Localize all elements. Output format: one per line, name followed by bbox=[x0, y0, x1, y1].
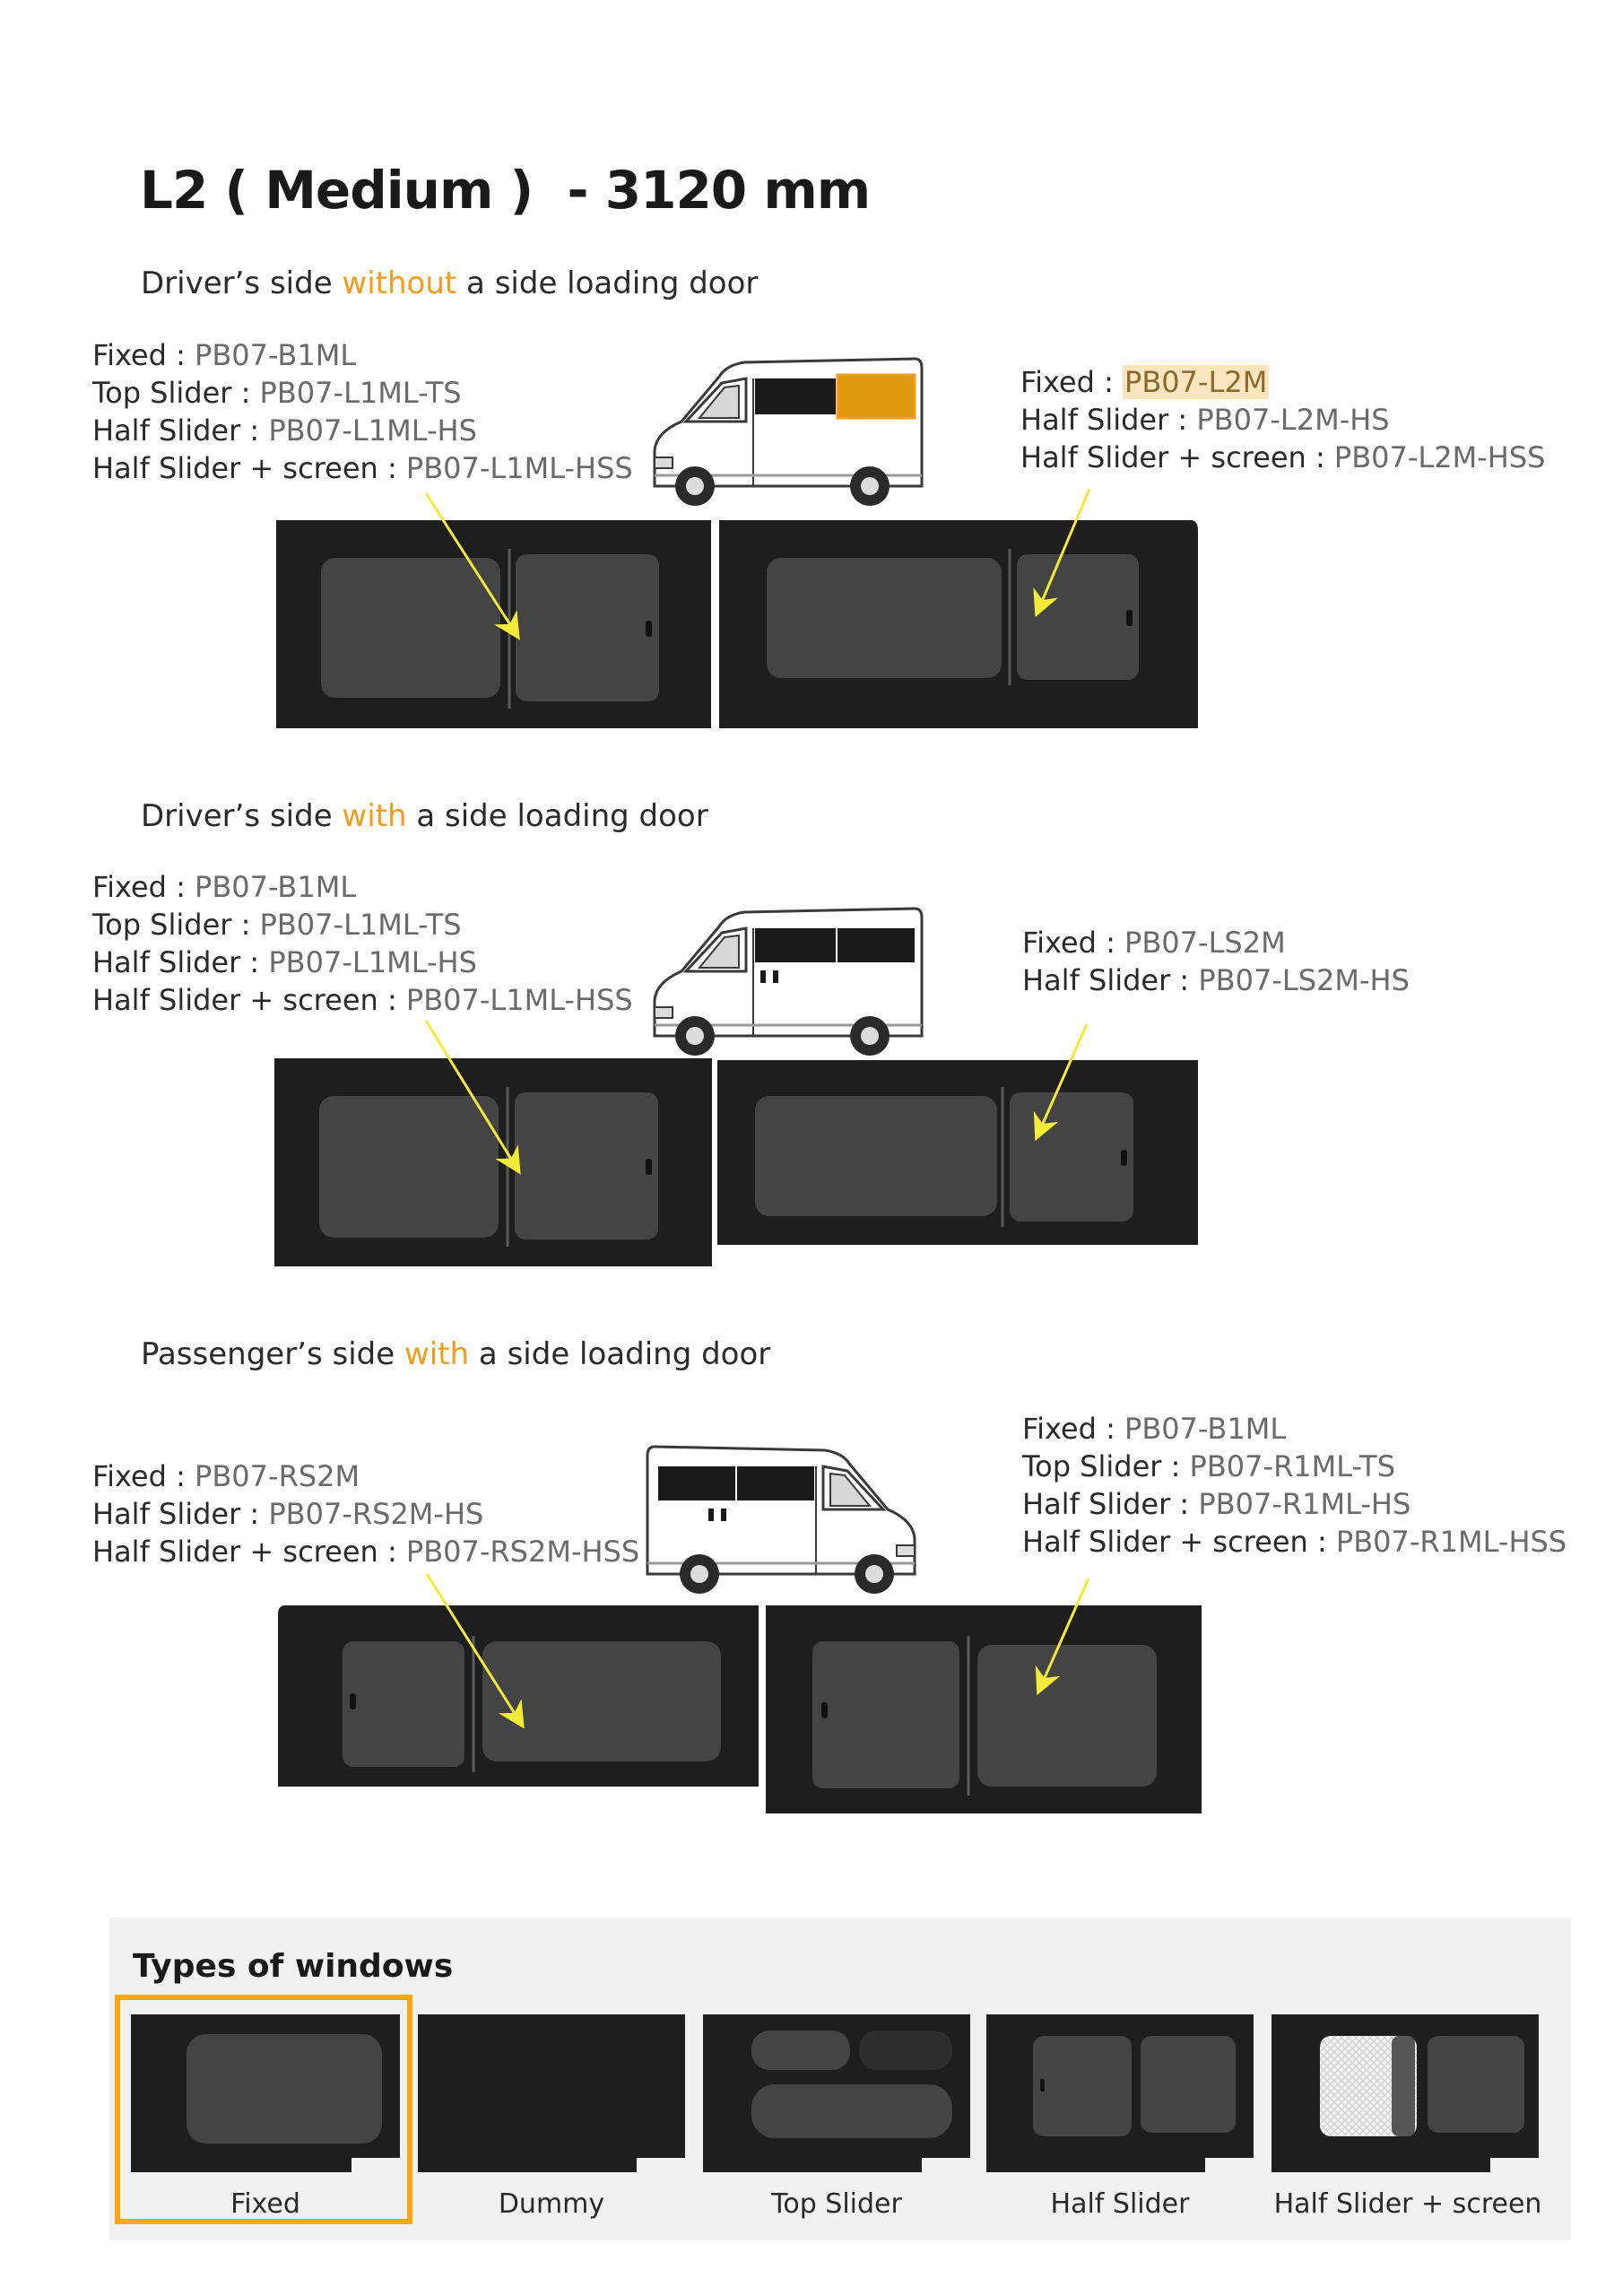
spec-label: Top Slider : bbox=[92, 376, 260, 410]
spec-code: PB07-R1ML-TS bbox=[1189, 1449, 1395, 1483]
heading-text: Passenger’s side bbox=[141, 1336, 404, 1372]
legend-label-half-slider-screen: Half Slider + screen bbox=[1273, 2188, 1542, 2220]
page-title: L2 ( Medium ) - 3120 mm bbox=[140, 160, 871, 221]
spec-code: PB07-RS2M bbox=[195, 1459, 360, 1493]
spec-label: Half Slider + screen : bbox=[92, 451, 406, 485]
legend-label-dummy: Dummy bbox=[498, 2188, 605, 2220]
spec-label: Half Slider : bbox=[92, 413, 269, 448]
spec-label: Top Slider : bbox=[1022, 1449, 1190, 1483]
spec-label: Half Slider : bbox=[1022, 1487, 1199, 1521]
heading-text: a side loading door bbox=[469, 1336, 771, 1372]
spec-label: Half Slider : bbox=[92, 945, 269, 979]
spec-code: PB07-R1ML-HSS bbox=[1335, 1525, 1567, 1559]
legend-label-top-slider: Top Slider bbox=[771, 2188, 902, 2220]
spec-code: PB07-LS2M bbox=[1124, 926, 1286, 960]
spec-code: PB07-R1ML-HS bbox=[1198, 1487, 1411, 1521]
spec-code: PB07-LS2M-HS bbox=[1198, 963, 1410, 997]
spec-label: Fixed : bbox=[92, 1459, 195, 1493]
heading-accent: with bbox=[404, 1336, 470, 1372]
spec-label: Half Slider + screen : bbox=[92, 983, 406, 1017]
legend-thumb-half-slider bbox=[986, 2014, 1254, 2172]
spec-label: Top Slider : bbox=[92, 908, 260, 942]
spec-label: Fixed : bbox=[1022, 1412, 1125, 1446]
legend-label-fixed: Fixed bbox=[230, 2188, 300, 2220]
legend-label-half-slider: Half Slider bbox=[1050, 2188, 1190, 2220]
spec-code: PB07-L1ML-HSS bbox=[405, 451, 633, 485]
spec-label: Half Slider : bbox=[92, 1497, 269, 1531]
spec-code: PB07-L1ML-HS bbox=[268, 945, 477, 979]
legend-title: Types of windows bbox=[133, 1948, 454, 1985]
heading-text: Driver’s side bbox=[141, 265, 343, 301]
legend-thumb-half-slider-screen bbox=[1271, 2014, 1539, 2172]
spec-label: Half Slider : bbox=[1022, 963, 1199, 997]
spec-code: PB07-L1ML-TS bbox=[259, 908, 462, 942]
spec-label: Fixed : bbox=[92, 338, 195, 372]
spec-code: PB07-L2M-HSS bbox=[1333, 440, 1546, 474]
spec-label: Half Slider : bbox=[1020, 403, 1197, 437]
spec-code: PB07-B1ML bbox=[1124, 1412, 1287, 1446]
spec-code: PB07-L1ML-HSS bbox=[405, 983, 633, 1017]
spec-code: PB07-B1ML bbox=[195, 338, 357, 372]
spec-code: PB07-B1ML bbox=[195, 870, 357, 904]
spec-code: PB07-RS2M-HSS bbox=[405, 1535, 640, 1569]
heading-accent: with bbox=[342, 798, 407, 834]
legend-thumb-top-slider bbox=[703, 2014, 970, 2172]
spec-code: PB07-L2M-HS bbox=[1196, 403, 1390, 437]
spec-label: Fixed : bbox=[92, 870, 195, 904]
spec-label: Fixed : bbox=[1022, 926, 1125, 960]
spec-label: Half Slider + screen : bbox=[92, 1535, 406, 1569]
legend-thumb-dummy bbox=[418, 2014, 685, 2172]
heading-accent: without bbox=[342, 265, 457, 301]
spec-label: Fixed : bbox=[1020, 365, 1124, 399]
spec-code-highlighted: PB07-L2M bbox=[1124, 365, 1268, 399]
heading-text: a side loading door bbox=[406, 798, 708, 834]
heading-text: a side loading door bbox=[456, 265, 759, 301]
spec-code: PB07-L1ML-HS bbox=[268, 413, 477, 448]
spec-code: PB07-RS2M-HS bbox=[268, 1497, 484, 1531]
spec-label: Half Slider + screen : bbox=[1020, 440, 1334, 474]
spec-code: PB07-L1ML-TS bbox=[259, 376, 462, 410]
heading-text: Driver’s side bbox=[141, 798, 343, 834]
spec-label: Half Slider + screen : bbox=[1022, 1525, 1336, 1559]
